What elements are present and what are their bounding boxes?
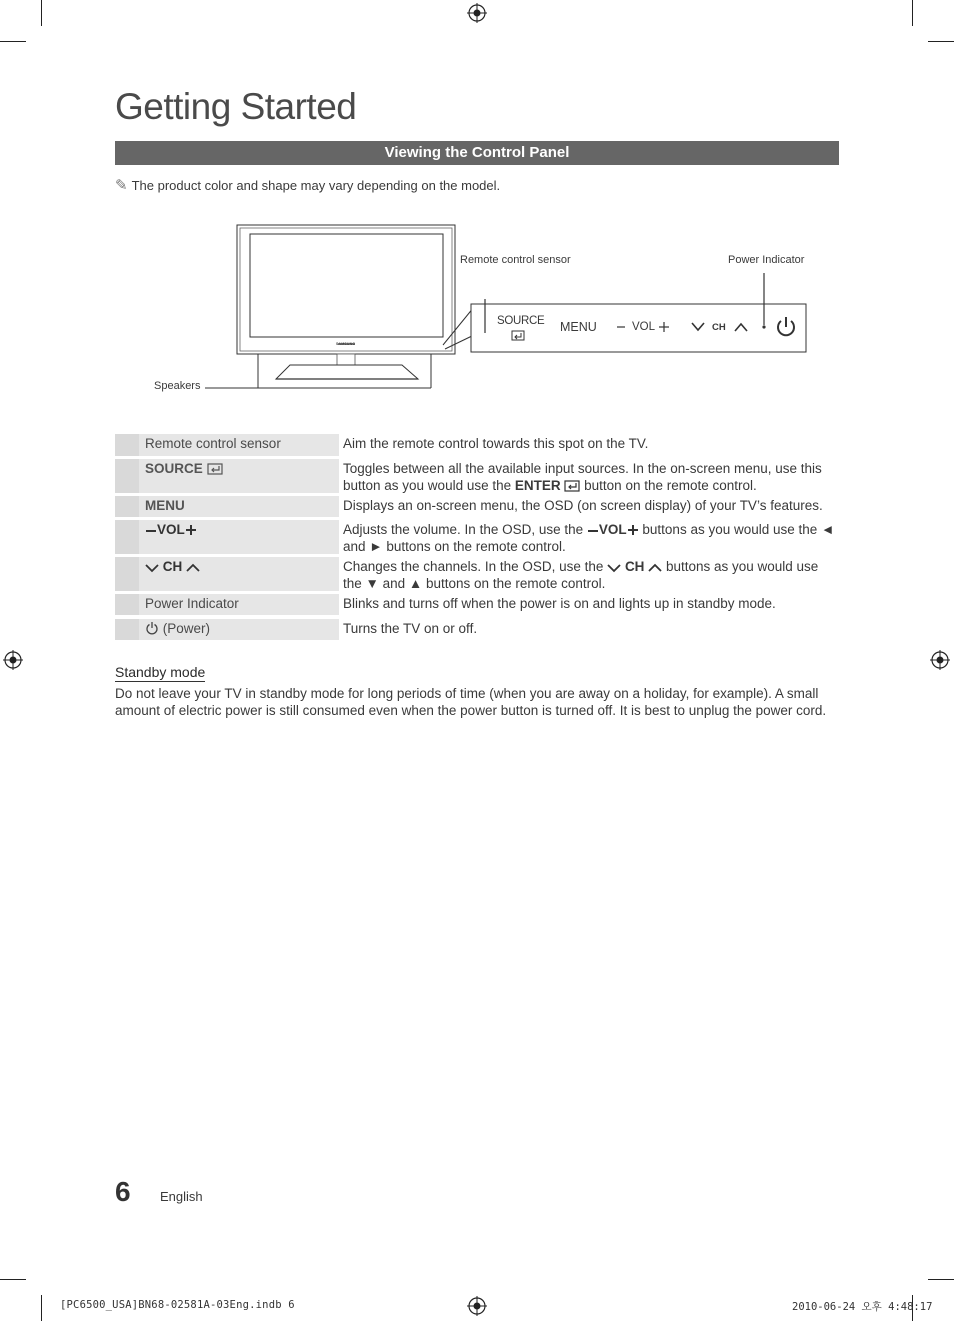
row-desc: Toggles between all the available input sources. In the on-screen menu, use this button as you would use the ENTER button on the remote control. bbox=[343, 461, 822, 493]
page-title: Getting Started bbox=[115, 86, 357, 127]
row-name: SOURCE bbox=[139, 459, 339, 493]
label-remote-control-sensor: Remote control sensor bbox=[460, 254, 571, 266]
registration-mark-icon bbox=[467, 3, 487, 23]
registration-mark-icon bbox=[930, 650, 950, 670]
row-name: (Power) bbox=[139, 619, 339, 640]
crop-mark bbox=[912, 0, 913, 26]
crop-mark bbox=[41, 0, 42, 26]
row-name: Power Indicator bbox=[139, 594, 339, 615]
row-desc: Blinks and turns off when the power is on and lights up in standby mode. bbox=[343, 596, 776, 611]
crop-mark bbox=[928, 41, 954, 42]
row-name: MENU bbox=[139, 496, 339, 517]
table-row bbox=[115, 496, 839, 517]
row-desc: Turns the TV on or off. bbox=[343, 621, 478, 636]
crop-mark bbox=[0, 1279, 26, 1280]
plus-icon bbox=[185, 524, 197, 536]
row-name: CH bbox=[139, 557, 339, 591]
minus-icon bbox=[587, 526, 599, 536]
section-header: Viewing the Control Panel bbox=[115, 141, 839, 165]
standby-text: Do not leave your TV in standby mode for long periods of time (when you are away on a holiday, for example). A small amount of electric power is still consumed even when the power button is turned off. It is best to unplug the power cord. bbox=[115, 686, 827, 718]
crop-mark bbox=[0, 41, 26, 42]
enter-icon bbox=[207, 463, 223, 475]
note bbox=[115, 176, 500, 194]
crop-mark bbox=[41, 1295, 42, 1321]
language-label: English bbox=[160, 1189, 203, 1204]
row-desc: Changes the channels. In the OSD, use the CH buttons as you would use the ▼ and ▲ buttons on the remote control. bbox=[343, 559, 819, 591]
chevron-up-icon bbox=[186, 563, 200, 573]
table-row bbox=[115, 459, 839, 493]
chevron-up-icon bbox=[648, 563, 662, 573]
standby-title: Standby mode bbox=[115, 664, 206, 680]
pencil-note-icon: ✎ bbox=[115, 177, 128, 194]
timestamp: 2010-06-24 오후 4:48:17 bbox=[792, 1301, 933, 1313]
chevron-down-icon bbox=[145, 563, 159, 573]
page-number: 6 bbox=[115, 1176, 131, 1207]
panel-ch-button: CH bbox=[712, 322, 726, 333]
row-name: Remote control sensor bbox=[139, 434, 339, 456]
registration-mark-icon bbox=[3, 650, 23, 670]
chevron-down-icon bbox=[607, 563, 621, 573]
file-info: [PC6500_USA]BN68-02581A-03Eng.indb 6 bbox=[60, 1299, 295, 1311]
registration-mark-icon bbox=[467, 1296, 487, 1316]
plus-icon bbox=[627, 524, 639, 536]
tv-logo: SAMSUNG bbox=[336, 342, 356, 346]
label-speakers: Speakers bbox=[154, 380, 201, 392]
panel-vol-button: VOL bbox=[632, 321, 656, 333]
tv-illustration bbox=[140, 215, 820, 400]
row-name: VOL bbox=[139, 520, 339, 554]
table-row bbox=[115, 619, 839, 640]
power-icon bbox=[145, 621, 159, 635]
row-desc: Adjusts the volume. In the OSD, use the VOL buttons as you would use the ◄ and ► buttons on the remote control. bbox=[343, 522, 835, 554]
label-power-indicator: Power Indicator bbox=[728, 254, 805, 266]
crop-mark bbox=[928, 1279, 954, 1280]
panel-menu-button: MENU bbox=[560, 320, 597, 334]
table-row bbox=[115, 594, 839, 615]
enter-icon bbox=[564, 480, 580, 492]
minus-icon bbox=[145, 526, 157, 536]
table-row bbox=[115, 434, 839, 456]
row-desc: Displays an on-screen menu, the OSD (on screen display) of your TV’s features. bbox=[343, 498, 823, 513]
table-row bbox=[115, 520, 839, 554]
note-text: The product color and shape may vary depending on the model. bbox=[131, 178, 501, 193]
control-panel-diagram bbox=[140, 215, 820, 400]
row-desc: Aim the remote control towards this spot on the TV. bbox=[343, 436, 649, 451]
panel-source-button: SOURCE bbox=[497, 315, 545, 327]
table-row bbox=[115, 557, 839, 591]
